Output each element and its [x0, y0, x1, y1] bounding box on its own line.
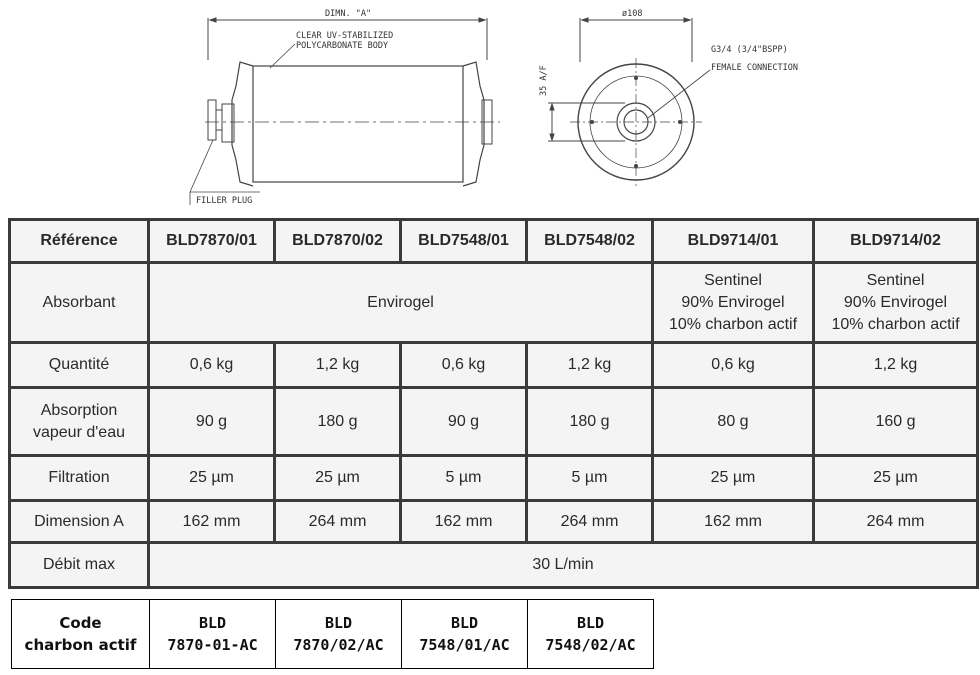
connection-label-line2: FEMALE CONNECTION: [711, 63, 798, 73]
absorbant-envirogel: Envirogel: [149, 263, 653, 343]
absorption-label-line: vapeur d'eau: [32, 423, 125, 441]
absorbant-sentinel-1: [653, 263, 814, 343]
technical-drawing: [0, 0, 980, 220]
table-cell: 80 g: [653, 388, 814, 456]
reference-header: Référence: [10, 220, 149, 263]
absorption-row: [10, 388, 978, 456]
code-row: [12, 600, 654, 669]
debit-label: Débit max: [10, 543, 149, 588]
table-cell: 160 g: [814, 388, 978, 456]
sentinel-line: 10% charbon actif: [668, 315, 798, 333]
code-cell: [402, 600, 528, 669]
table-cell: 5 µm: [401, 456, 527, 501]
table-cell: 162 mm: [149, 501, 275, 543]
ref-bld7548-01: BLD7548/01: [401, 220, 527, 263]
code-cell: [150, 600, 276, 669]
body-label-line2: POLYCARBONATE BODY: [296, 41, 389, 51]
absorption-label: [10, 388, 149, 456]
filtration-row: [10, 456, 978, 501]
table-cell: 25 µm: [814, 456, 978, 501]
dimension-row: [10, 501, 978, 543]
code-line: BLD: [324, 614, 353, 632]
table-cell: 180 g: [527, 388, 653, 456]
connection-label-line1: G3/4 (3/4"BSPP): [711, 45, 788, 55]
debit-value: 30 L/min: [149, 543, 978, 588]
table-cell: 25 µm: [275, 456, 401, 501]
debit-row: [10, 543, 978, 588]
header-row: [10, 220, 978, 263]
quantite-label: Quantité: [10, 343, 149, 388]
code-line: 7870-01-AC: [167, 636, 258, 654]
sentinel-line: 90% Envirogel: [843, 293, 948, 311]
table-cell: 162 mm: [653, 501, 814, 543]
code-line: BLD: [576, 614, 605, 632]
af-label: 35 A/F: [539, 65, 549, 96]
code-line: BLD: [450, 614, 479, 632]
table-cell: 162 mm: [401, 501, 527, 543]
ref-bld7870-01: BLD7870/01: [149, 220, 275, 263]
table-cell: 264 mm: [814, 501, 978, 543]
table-cell: 1,2 kg: [275, 343, 401, 388]
code-table: [11, 599, 654, 669]
diameter-label: ø108: [622, 9, 643, 19]
table-cell: 25 µm: [653, 456, 814, 501]
table-cell: 25 µm: [149, 456, 275, 501]
ref-bld9714-01: BLD9714/01: [653, 220, 814, 263]
code-label-line: charbon actif: [24, 636, 137, 654]
body-label-line1: CLEAR UV-STABILIZED: [296, 31, 394, 41]
table-cell: 264 mm: [275, 501, 401, 543]
filtration-label: Filtration: [10, 456, 149, 501]
dim-a-label: DIMN. "A": [325, 9, 372, 19]
spec-table: [8, 218, 979, 589]
table-cell: 90 g: [149, 388, 275, 456]
ref-bld7548-02: BLD7548/02: [527, 220, 653, 263]
table-cell: 0,6 kg: [653, 343, 814, 388]
filler-plug-label: FILLER PLUG: [196, 196, 253, 206]
code-line: 7870/02/AC: [293, 636, 384, 654]
table-cell: 0,6 kg: [401, 343, 527, 388]
table-cell: 5 µm: [527, 456, 653, 501]
sentinel-line: 10% charbon actif: [831, 315, 960, 333]
quantite-row: [10, 343, 978, 388]
table-cell: 264 mm: [527, 501, 653, 543]
absorption-label-line: Absorption: [40, 401, 118, 419]
code-line: 7548/01/AC: [419, 636, 510, 654]
code-cell: [276, 600, 402, 669]
absorbant-label: Absorbant: [10, 263, 149, 343]
code-label: [12, 600, 150, 669]
absorbant-row: [10, 263, 978, 343]
ref-bld9714-02: BLD9714/02: [814, 220, 978, 263]
table-cell: 90 g: [401, 388, 527, 456]
table-cell: 0,6 kg: [149, 343, 275, 388]
ref-bld7870-02: BLD7870/02: [275, 220, 401, 263]
code-line: BLD: [198, 614, 227, 632]
code-line: 7548/02/AC: [545, 636, 636, 654]
code-label-line: Code: [59, 614, 102, 632]
sentinel-line: Sentinel: [704, 271, 762, 289]
absorbant-sentinel-2: [814, 263, 978, 343]
end-view: [548, 18, 710, 186]
table-cell: 1,2 kg: [527, 343, 653, 388]
table-cell: 1,2 kg: [814, 343, 978, 388]
table-cell: 180 g: [275, 388, 401, 456]
sentinel-line: Sentinel: [866, 271, 925, 289]
code-cell: [528, 600, 654, 669]
dimension-label: Dimension A: [10, 501, 149, 543]
sentinel-line: 90% Envirogel: [681, 293, 785, 311]
